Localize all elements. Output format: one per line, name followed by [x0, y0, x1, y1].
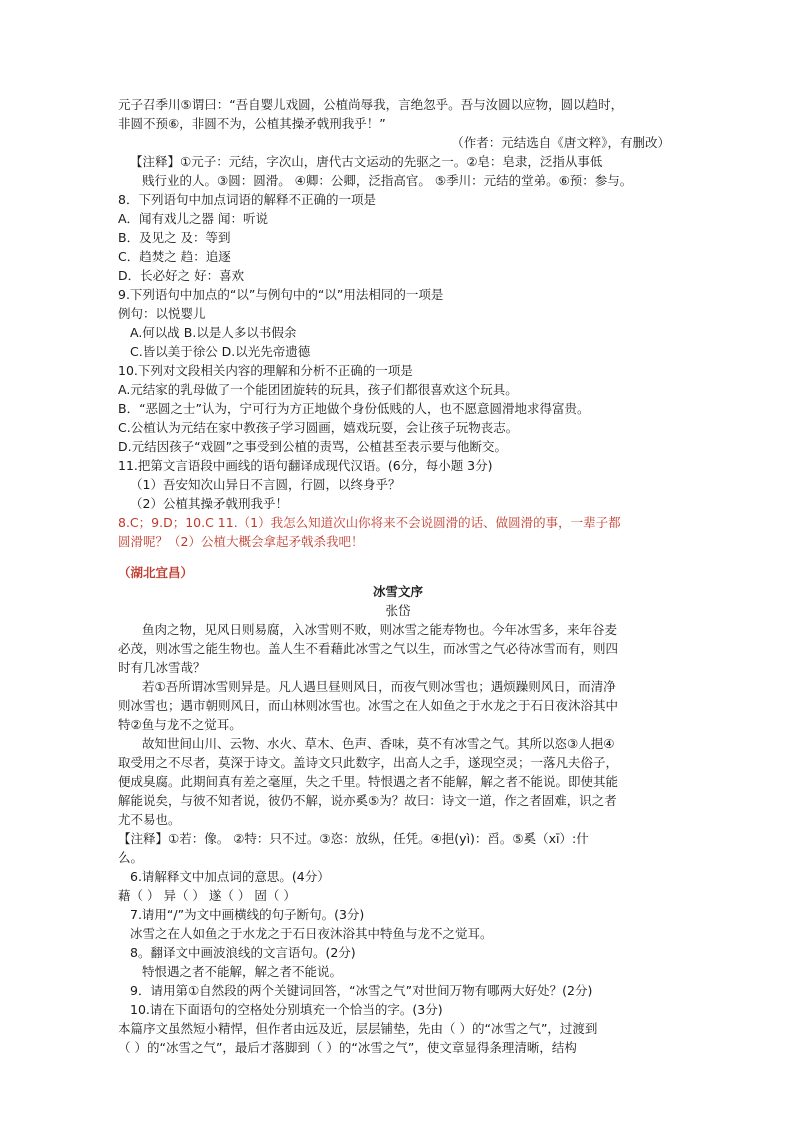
paragraph-3-line: 便成臭腐。此期间真有差之毫厘，失之千里。特恨遇之者不能解，解之者不能说。即使其能: [118, 774, 619, 789]
passage-line: 元子召季川⑤谓曰：“吾自婴儿戏圆，公植尚辱我，言绝忽乎。吾与汝圆以应物，圆以趋时，: [118, 97, 624, 112]
question-11-item: （2）公植其操矛戟刑我乎！: [130, 496, 288, 511]
question-8-option: C．趋焚之 趋：追逐: [118, 249, 231, 264]
question-9-stem: 9.下列语句中加点的“以”与例句中的“以”用法相同的一项是: [118, 287, 444, 302]
question-8-option: B．及见之 及：等到: [118, 230, 231, 245]
question-8-stem: 8．下列语句中加点词语的解释不正确的一项是: [118, 192, 376, 207]
paragraph-1-line: 鱼肉之物，见风日则易腐，入冰雪则不败，则冰雪之能寿物也。今年冰雪多，来年谷麦: [142, 622, 618, 637]
question-9-option: A.何以战 B.以是人多以书假余: [130, 325, 297, 340]
region-label: （湖北宜昌）: [118, 565, 194, 580]
paragraph-2-line: 特②鱼与龙不之觉耳。: [118, 717, 242, 732]
paragraph-1-line: 时有几冰雪哉？: [118, 660, 206, 675]
answer-line: 圆滑呢？（2）公植大概会拿起矛戟杀我吧！: [118, 534, 364, 549]
passage-author: 张岱: [385, 603, 411, 618]
question-10-option: C.公植认为元结在家中教孩子学习圆画，嬉戏玩耍，会让孩子玩物丧志。: [118, 420, 519, 435]
question-10-line: （ ）的“冰雪之气”，最后才落脚到（ ）的“冰雪之气”，使文章显得条理清晰，结构: [118, 1040, 577, 1055]
passage-title: 冰雪文序: [372, 584, 423, 599]
question-6-blanks: 藉（ ） 异（ ） 遂（ ） 固（ ）: [118, 888, 296, 903]
question-10-stem: 10.下列对文段相关内容的理解和分析不正确的一项是: [118, 363, 413, 378]
note-line: 贱行业的人。③圆：圆滑。 ④卿：公卿，泛指高官。 ⑤季川：元结的堂弟。⑥预：参与。: [142, 173, 633, 188]
question-9-stem: 9．请用第①自然段的两个关键词回答，“冰雪之气”对世间万物有哪两大好处？(2分): [130, 983, 593, 998]
question-10-option: D.元结因孩子“戏圆”之事受到公植的责骂，公植甚至表示要与他断交。: [118, 439, 508, 454]
question-10-option: B．“恶圆之士”认为，宁可行为方正地做个身份低贱的人，也不愿意圆滑地求得富贵。: [118, 401, 590, 416]
question-11-item: （1）吾安知次山异日不言圆，行圆，以终身乎？: [130, 477, 401, 492]
question-11-stem: 11.把第文言语段中画线的语句翻译成现代汉语。(6分，每小题 3分): [118, 458, 493, 473]
question-7-text: 冰雪之在人如鱼之于水龙之于石日夜沐浴其中特鱼与龙不之觉耳。: [130, 926, 493, 941]
paragraph-3-line: 取受用之不尽者，莫深于诗文。盖诗文只此数字，出高人之手，遂现空灵；一落凡夫俗子，: [118, 755, 619, 770]
source-credit: （作者：元结选自《唐文粹》，有删改）: [451, 135, 670, 150]
paragraph-2-line: 若①吾所谓冰雪则异是。凡人遇旦昼则风日，而夜气则冰雪也；遇烦躁则风日，而清净: [142, 679, 616, 694]
paragraph-3-line: 解能说矣，与彼不知者说，彼仍不解，说亦奚⑤为？故曰：诗文一道，作之者固难，识之者: [118, 793, 617, 808]
paragraph-3-line: 故知世间山川、云物、水火、草木、色声、香味，莫不有冰雪之气。其所以恣③人挹④: [142, 736, 615, 751]
question-9-example: 例句：以悦婴儿: [118, 306, 206, 321]
question-7-stem: 7.请用“/”为文中画横线的句子断句。(3分): [130, 907, 365, 922]
note-line: 【注释】①若：像。 ②特：只不过。③恣：放纵，任凭。④挹(yì)：舀。⑤奚（xī）:什: [118, 831, 589, 846]
document-page: [118, 95, 678, 1057]
section-gap: [118, 551, 678, 563]
question-8-text: 特恨遇之者不能解，解之者不能说。: [142, 964, 343, 979]
paragraph-1-line: 必茂，则冰雪之能生物也。盖人生不看藉此冰雪之气以生，而冰雪之气必待冰雪而有，则四: [118, 641, 619, 656]
question-8-option: A．闻有戏儿之器 闻：听说: [118, 211, 269, 226]
question-8-option: D．长必好之 好：喜欢: [118, 268, 245, 283]
question-6-stem: 6.请解释文中加点词的意思。(4分）: [130, 869, 330, 884]
passage-line: 非圆不预⑥，非圆不为，公植其操矛戟刑我乎！”: [118, 116, 386, 131]
note-line: 么。: [118, 850, 144, 865]
question-9-option: C.皆以美于徐公 D.以光先帝遗德: [130, 344, 311, 359]
question-10-option: A.元结家的乳母做了一个能团团旋转的玩具，孩子们都很喜欢这个玩具。: [118, 382, 518, 397]
answer-line: 8.C；9.D；10.C 11.（1）我怎么知道次山你将来不会说圆滑的话、做圆滑的事，一辈子都: [118, 515, 621, 530]
question-10-line: 本篇序文虽然短小精悍，但作者由远及近，层层铺垫，先由（ ）的“冰雪之气”，过渡到: [118, 1021, 598, 1036]
paragraph-3-line: 尤不易也。: [118, 812, 181, 827]
paragraph-2-line: 则冰雪也；遇市朝则风日，而山林则冰雪也。冰雪之在人如鱼之于水龙之于石日夜沐浴其中: [118, 698, 619, 713]
question-10-stem: 10.请在下面语句的空格处分别填充一个恰当的字。(3分): [130, 1002, 443, 1017]
question-8-stem: 8。翻译文中画波浪线的文言语句。(2分): [130, 945, 356, 960]
note-line: 【注释】①元子：元结，字次山，唐代古文运动的先驱之一。②皂：皂隶，泛指从事低: [130, 154, 603, 169]
